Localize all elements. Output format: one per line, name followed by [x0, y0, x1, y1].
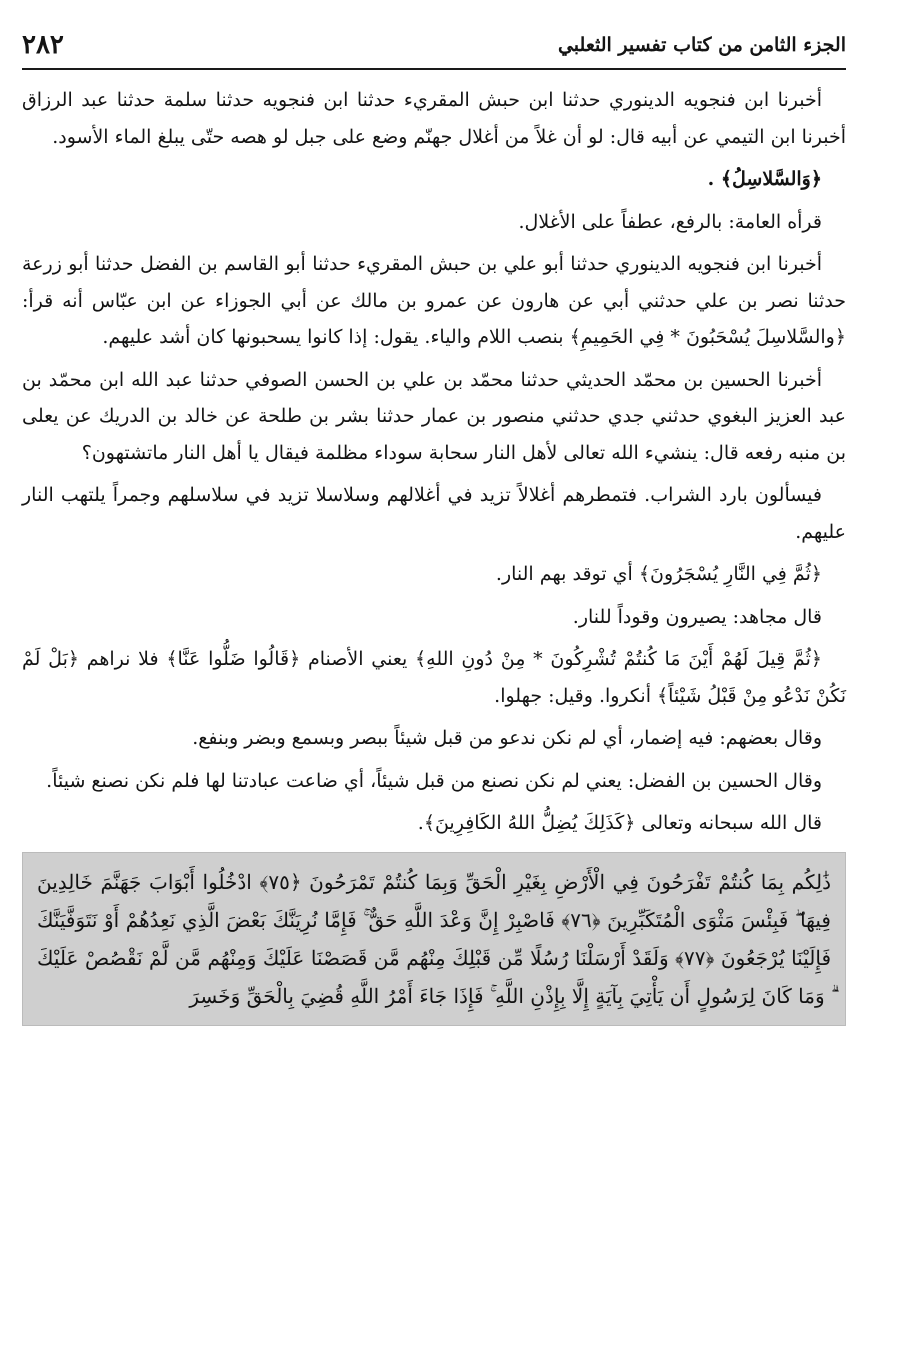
paragraph: وقال بعضهم: فيه إضمار، أي لم نكن ندعو من قبل شيئاً ببصر وبسمع وبضر وبنفع.: [192, 727, 822, 749]
paragraph: قرأه العامة: بالرفع، عطفاً على الأغلال.: [518, 210, 822, 233]
paragraph: قال الله سبحانه وتعالى ﴿كَذَلِكَ يُضِلُّ اللهُ الكَافِرِينَ﴾.: [417, 812, 822, 834]
paragraph: فيسألون بارد الشراب. فتمطرهم أغلالاً تزيد في أغلالهم وسلاسلا تزيد في سلاسلهم وجمراً يلتهب النار عليهم.: [22, 484, 846, 543]
page-body: [22, 70, 846, 1026]
paragraph: وقال الحسين بن الفضل: يعني لم نكن نصنع من قبل شيئاً، أي ضاعت عبادتنا لها فلم نكن نصنع شيئاً.: [46, 769, 822, 792]
paragraph: ﴿ثُمَّ قِيلَ لَهُمْ أَيْنَ مَا كُنتُمْ تُشْرِكُونَ * مِنْ دُونِ اللهِ﴾ يعني الأصنام ﴿قَالُوا ضَلُّوا عَنَّا﴾ فلا نراهم ﴿بَلْ لَمْ نَكُنْ نَدْعُو مِنْ قَبْلُ شَيْئاً﴾ أنكروا. وقيل: جهلوا.: [22, 648, 846, 707]
page-header: [22, 30, 846, 70]
paragraph: أخبرنا الحسين بن محمّد الحديثي حدثنا محمّد بن علي بن الحسن الصوفي حدثنا عبد الله ابن محمّد بن عبد العزيز البغوي حدثني جدي حدثني منصور بن عمار حدثنا بشر بن طلحة عن خالد بن الدريك عن يعلى بن منبه رفعه قال: ينشيء الله تعالى لأهل النار سحابة سوداء مظلمة فيقال يا أهل النار ماتشتهون؟: [22, 368, 846, 464]
page-number: ٢٨٢: [22, 30, 64, 60]
book-page: [22, 30, 846, 1350]
quran-quote: ﴿وَالسَّلاسِلُ﴾ .: [707, 168, 822, 190]
running-title: الجزء الثامن من كتاب تفسير الثعلبي: [557, 34, 846, 56]
quran-text-box: ذَٰلِكُم بِمَا كُنتُمْ تَفْرَحُونَ فِي الْأَرْضِ بِغَيْرِ الْحَقِّ وَبِمَا كُنتُمْ تَمْرَحُونَ ﴿٧٥﴾ ادْخُلُوا أَبْوَابَ جَهَنَّمَ خَالِدِينَ فِيهَا ۖ فَبِئْسَ مَثْوَى الْمُتَكَبِّرِينَ ﴿٧٦﴾ فَاصْبِرْ إِنَّ وَعْدَ اللَّهِ حَقٌّ ۚ فَإِمَّا نُرِيَنَّكَ بَعْضَ الَّذِي نَعِدُهُمْ أَوْ نَتَوَفَّيَنَّكَ فَإِلَيْنَا يُرْجَعُونَ ﴿٧٧﴾ وَلَقَدْ أَرْسَلْنَا رُسُلًا مِّن قَبْلِكَ مِنْهُم مَّن قَصَصْنَا عَلَيْكَ وَمِنْهُم مَّن لَّمْ نَقْصُصْ عَلَيْكَ ۗ وَمَا كَانَ لِرَسُولٍ أَن يَأْتِيَ بِآيَةٍ إِلَّا بِإِذْنِ اللَّهِ ۚ فَإِذَا جَاءَ أَمْرُ اللَّهِ قُضِيَ بِالْحَقِّ وَخَسِرَ: [22, 852, 846, 1026]
paragraph: ﴿ثُمَّ فِي النَّارِ يُسْجَرُونَ﴾ أي توقد بهم النار.: [495, 563, 822, 585]
paragraph: أخبرنا ابن فنجويه الدينوري حدثنا أبو علي بن حبش المقريء حدثنا أبو القاسم بن الفضل حدثنا أبو زرعة حدثنا نصر بن علي حدثني أبي عن هارون عن عمرو بن مالك عن أبي الجوزاء عن ابن عبّاس أنه قرأ: ﴿والسَّلاسِلَ يُسْحَبُونَ * فِي الحَمِيمِ﴾ بنصب اللام والياء. يقول: إذا كانوا يسحبونها كان أشد عليهم.: [22, 253, 846, 348]
paragraph: أخبرنا ابن فنجويه الدينوري حدثنا ابن حبش المقريء حدثنا ابن فنجويه حدثنا سلمة حدثنا عبد الرزاق أخبرنا ابن التيمي عن أبيه قال: لو أن غلاً من أغلال جهنّم وضع على جبل لو هصه حتّى يبلغ الماء الأسود.: [22, 89, 846, 148]
paragraph: قال مجاهد: يصيرون وقوداً للنار.: [572, 605, 822, 628]
